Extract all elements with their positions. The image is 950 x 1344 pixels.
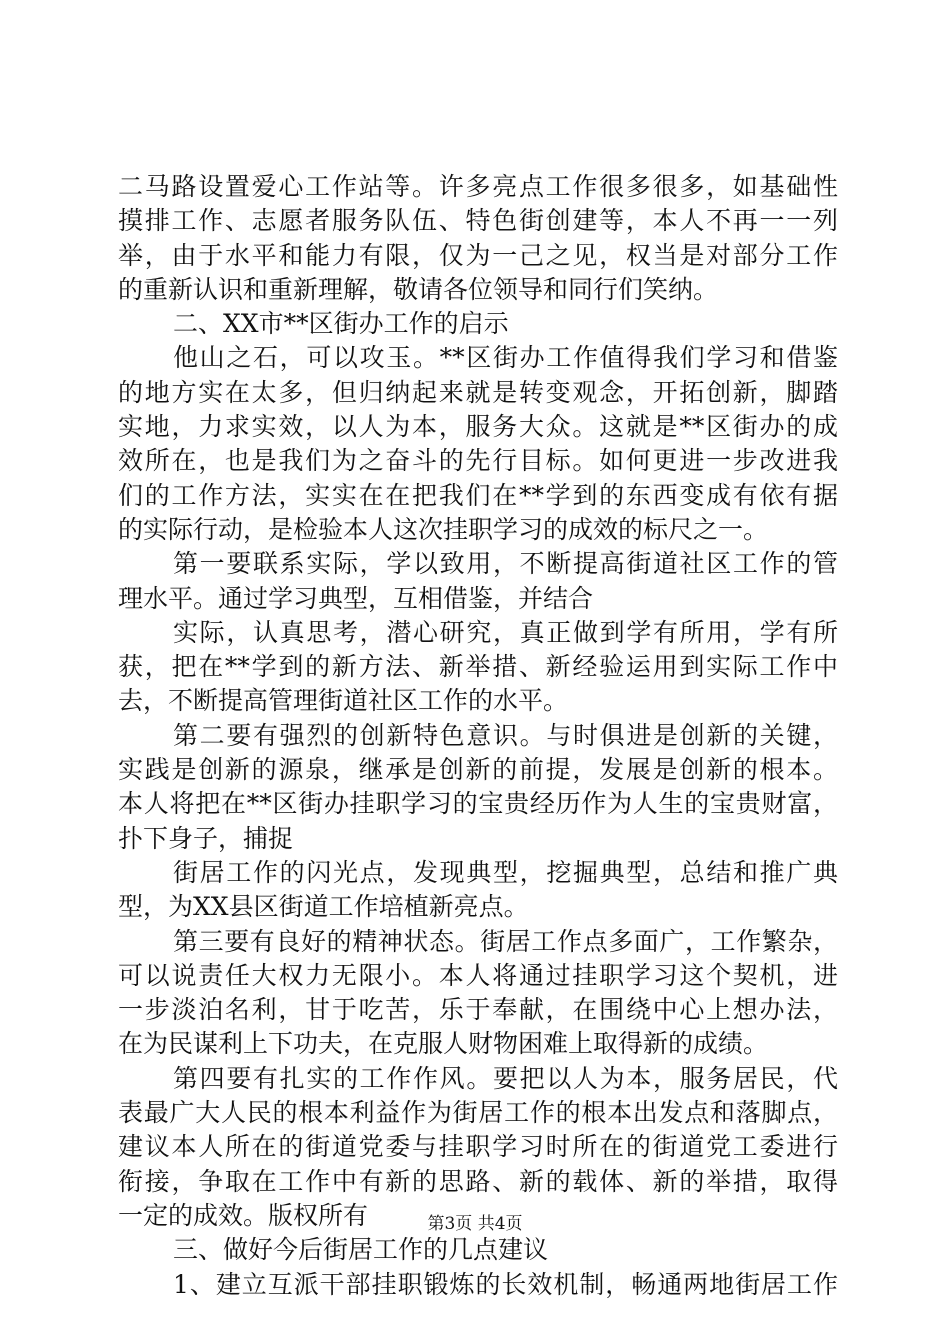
- text-line: 1、建立互派干部挂职锻炼的长效机制，畅通两地街居工作: [173, 1269, 838, 1299]
- text-line: 表最广大人民的根本利益作为街居工作的根本出发点和落脚点，: [118, 1098, 838, 1128]
- text-line: 摸排工作、志愿者服务队伍、特色街创建等，本人不再一一列: [118, 206, 838, 236]
- text-line: 本人将把在**区街办挂职学习的宝贵经历作为人生的宝贵财富，: [118, 789, 838, 819]
- text-line: 街居工作的闪光点，发现典型，挖掘典型，总结和推广典: [173, 857, 838, 887]
- text-line: 型，为XX县区街道工作培植新亮点。: [118, 892, 529, 922]
- text-line: 实际，认真思考，潜心研究，真正做到学有所用，学有所: [173, 617, 838, 647]
- text-line: 二马路设置爱心工作站等。许多亮点工作很多很多，如基础性: [118, 172, 838, 201]
- text-line: 去，不断提高管理街道社区工作的水平。: [118, 686, 569, 716]
- text-line: 的重新认识和重新理解，敬请各位领导和同行们笑纳。: [118, 274, 719, 304]
- page-number-footer: 第3页 共4页: [427, 1214, 523, 1234]
- text-line: 二、XX市**区街办工作的启示: [173, 309, 509, 339]
- text-line: 实践是创新的源泉，继承是创新的前提，发展是创新的根本。: [118, 755, 838, 785]
- text-line: 第一要联系实际，学以致用，不断提高街道社区工作的管: [173, 549, 838, 579]
- text-line: 第二要有强烈的创新特色意识。与时俱进是创新的关键，: [173, 720, 838, 750]
- text-line: 可以说责任大权力无限小。本人将通过挂职学习这个契机，进: [118, 960, 838, 990]
- text-line: 实地，力求实效，以人为本，服务大众。这就是**区街办的成: [118, 412, 838, 442]
- text-line: 在为民谋利上下功夫，在克服人财物困难上取得新的成绩。: [118, 1029, 769, 1059]
- text-line: 他山之石，可以攻玉。**区街办工作值得我们学习和借鉴: [173, 343, 838, 373]
- document-body: [118, 170, 838, 1302]
- text-line: 效所在，也是我们为之奋斗的先行目标。如何更进一步改进我: [118, 446, 838, 476]
- text-line: 建议本人所在的街道党委与挂职学习时所在的街道党工委进行: [118, 1132, 838, 1162]
- text-line: 一步淡泊名利，甘于吃苦，乐于奉献，在围绕中心上想办法，: [118, 995, 838, 1025]
- text-line: 举，由于水平和能力有限，仅为一己之见，权当是对部分工作: [118, 240, 838, 270]
- text-line: 三、做好今后街居工作的几点建议: [173, 1235, 549, 1265]
- text-line: 一定的成效。版权所有: [118, 1200, 369, 1230]
- text-line: 理水平。通过学习典型，互相借鉴，并结合: [118, 583, 594, 613]
- text-line: 获，把在**学到的新方法、新举措、新经验运用到实际工作中: [118, 652, 838, 682]
- text-line: 第四要有扎实的工作作风。要把以人为本，服务居民，代: [173, 1063, 838, 1093]
- text-line: 扑下身子，捕捉: [118, 823, 294, 853]
- text-line: 们的工作方法，实实在在把我们在**学到的东西变成有依有据: [118, 480, 838, 510]
- text-line: 的实际行动，是检验本人这次挂职学习的成效的标尺之一。: [118, 514, 769, 544]
- text-line: 第三要有良好的精神状态。街居工作点多面广，工作繁杂，: [173, 926, 838, 956]
- text-line: 衔接，争取在工作中有新的思路、新的载体、新的举措，取得: [118, 1166, 838, 1196]
- text-line: 的地方实在太多，但归纳起来就是转变观念，开拓创新，脚踏: [118, 377, 838, 407]
